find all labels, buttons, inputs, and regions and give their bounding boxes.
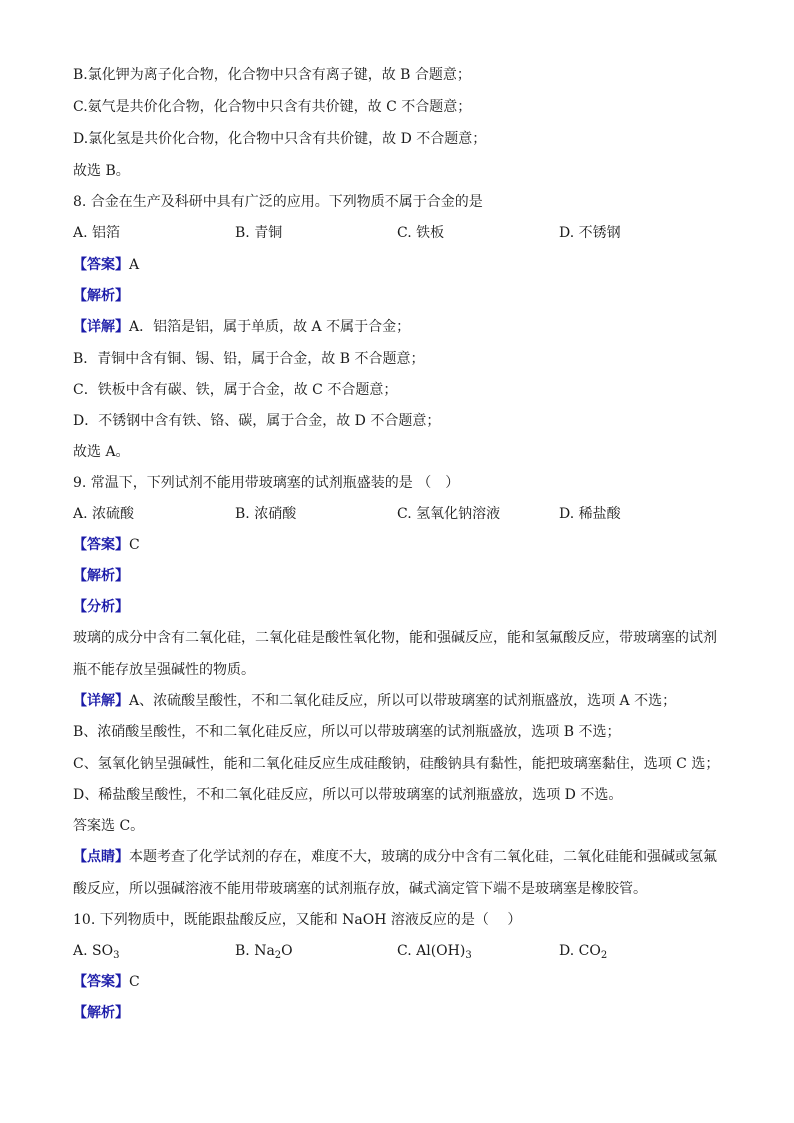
fenxi-tag: 【分析】 (73, 599, 129, 615)
q9-analysis-heading (73, 567, 129, 585)
q8-option-a: A. 铝箔 (73, 225, 121, 241)
q9-option-d: D. 稀盐酸 (559, 506, 621, 522)
q9-dianjing (73, 841, 723, 905)
q10-option-c (397, 942, 472, 960)
q8-option-c: C. 铁板 (397, 225, 445, 241)
q9-stem: 9. 常温下，下列试剂不能用带玻璃塞的试剂瓶盛装的是 （ ） (73, 475, 460, 491)
q9-detail-a: A、浓硫酸呈酸性，不和二氧化硅反应，所以可以带玻璃塞的试剂瓶盛放，选项 A 不选； (129, 693, 677, 709)
q9-fenxi-heading (73, 598, 129, 616)
q9-options (73, 505, 723, 523)
analysis-tag: 【解析】 (73, 568, 129, 584)
q7-conclusion: 故选 B。 (73, 163, 130, 179)
q9-fenxi-text: 玻璃的成分中含有二氧化硅，二氧化硅是酸性氧化物，能和强碱反应，能和氢氟酸反应，带玻璃塞的试剂瓶不能存放呈强碱性的物质。 (73, 630, 717, 678)
q8-option-d: D. 不锈钢 (559, 225, 621, 241)
q8-detail (73, 318, 410, 336)
answer-tag: 【答案】 (73, 537, 129, 553)
q9-answer (73, 536, 140, 554)
q8-detail-a: A．铝箔是铝，属于单质，故 A 不属于合金； (129, 319, 411, 335)
q8-answer (73, 256, 139, 274)
q9-option-b: B. 浓硝酸 (235, 506, 297, 522)
q8-option-b: B. 青铜 (235, 225, 283, 241)
q7-option-d-explanation: D.氯化氢是共价化合物，化合物中只含有共价键，故 D 不合题意； (73, 131, 487, 147)
q9-dianjing-text: 本题考查了化学试剂的存在，难度不大，玻璃的成分中含有二氧化硅，二氧化硅能和强碱或氢氟酸反应，所以强碱溶液不能用带玻璃塞的试剂瓶存放，碱式滴定管下端不是玻璃塞是橡胶管。 (73, 849, 717, 897)
q10-options (73, 942, 723, 960)
q7-option-b-explanation: B.氯化钾为离子化合物，化合物中只含有离子键，故 B 合题意； (73, 67, 471, 83)
q10-option-a-subscript: 3 (113, 950, 120, 961)
dianjing-tag: 【点睛】 (73, 849, 129, 865)
q8-options (73, 224, 723, 242)
q10-stem: 10. 下列物质中，既能跟盐酸反应，又能和 NaOH 溶液反应的是（ ） (73, 912, 522, 928)
q8-detail-c: C．铁板中含有碳、铁，属于合金，故 C 不合题意； (73, 382, 398, 398)
q10-option-b-subscript: 2 (274, 950, 282, 961)
q10-analysis-heading (73, 1004, 129, 1022)
analysis-tag: 【解析】 (73, 288, 129, 304)
q9-detail-c: C、氢氧化钠呈强碱性，能和二氧化硅反应生成硅酸钠，硅酸钠具有黏性，能把玻璃塞黏住，选项 C 选； (73, 756, 720, 772)
q8-analysis-heading (73, 287, 129, 305)
detail-tag: 【详解】 (73, 319, 129, 335)
q10-option-c-subscript: 3 (465, 950, 472, 961)
q10-option-b-suffix: O (281, 943, 293, 959)
q10-option-a (73, 942, 119, 960)
q9-option-a: A. 浓硫酸 (73, 506, 135, 522)
q8-answer-value: A (129, 257, 140, 273)
q8-detail-b: B．青铜中含有铜、锡、铅，属于合金，故 B 不合题意； (73, 351, 425, 367)
q10-answer-value: C (129, 974, 140, 990)
q9-detail (73, 692, 676, 710)
q9-detail-b: B、浓硝酸呈酸性，不和二氧化硅反应，所以可以带玻璃塞的试剂瓶盛放，选项 B 不选； (73, 724, 621, 740)
answer-tag: 【答案】 (73, 257, 129, 273)
q9-option-c: C. 氢氧化钠溶液 (397, 506, 501, 522)
q10-option-d-text: D. CO (559, 943, 601, 959)
q10-option-c-text: C. Al(OH) (397, 943, 466, 959)
analysis-tag: 【解析】 (73, 1005, 129, 1021)
detail-tag: 【详解】 (73, 693, 129, 709)
q9-answer-value: C (129, 537, 140, 553)
q10-option-d (559, 942, 607, 960)
q10-option-d-subscript: 2 (600, 950, 608, 961)
q10-option-b-text: B. Na (235, 943, 275, 959)
q10-option-a-text: A. SO (73, 943, 114, 959)
q10-option-b (235, 942, 293, 960)
q7-option-c-explanation: C.氨气是共价化合物，化合物中只含有共价键，故 C 不合题意； (73, 99, 472, 115)
q9-conclusion: 答案选 C。 (73, 818, 145, 834)
q8-conclusion: 故选 A。 (73, 444, 130, 460)
answer-tag: 【答案】 (73, 974, 129, 990)
q10-answer (73, 973, 140, 991)
q8-detail-d: D．不锈钢中含有铁、铬、碳，属于合金，故 D 不合题意； (73, 413, 441, 429)
q9-detail-d: D、稀盐酸呈酸性，不和二氧化硅反应，所以可以带玻璃塞的试剂瓶盛放，选项 D 不选。 (73, 787, 623, 803)
q8-stem: 8. 合金在生产及科研中具有广泛的应用。下列物质不属于合金的是 (73, 194, 483, 210)
